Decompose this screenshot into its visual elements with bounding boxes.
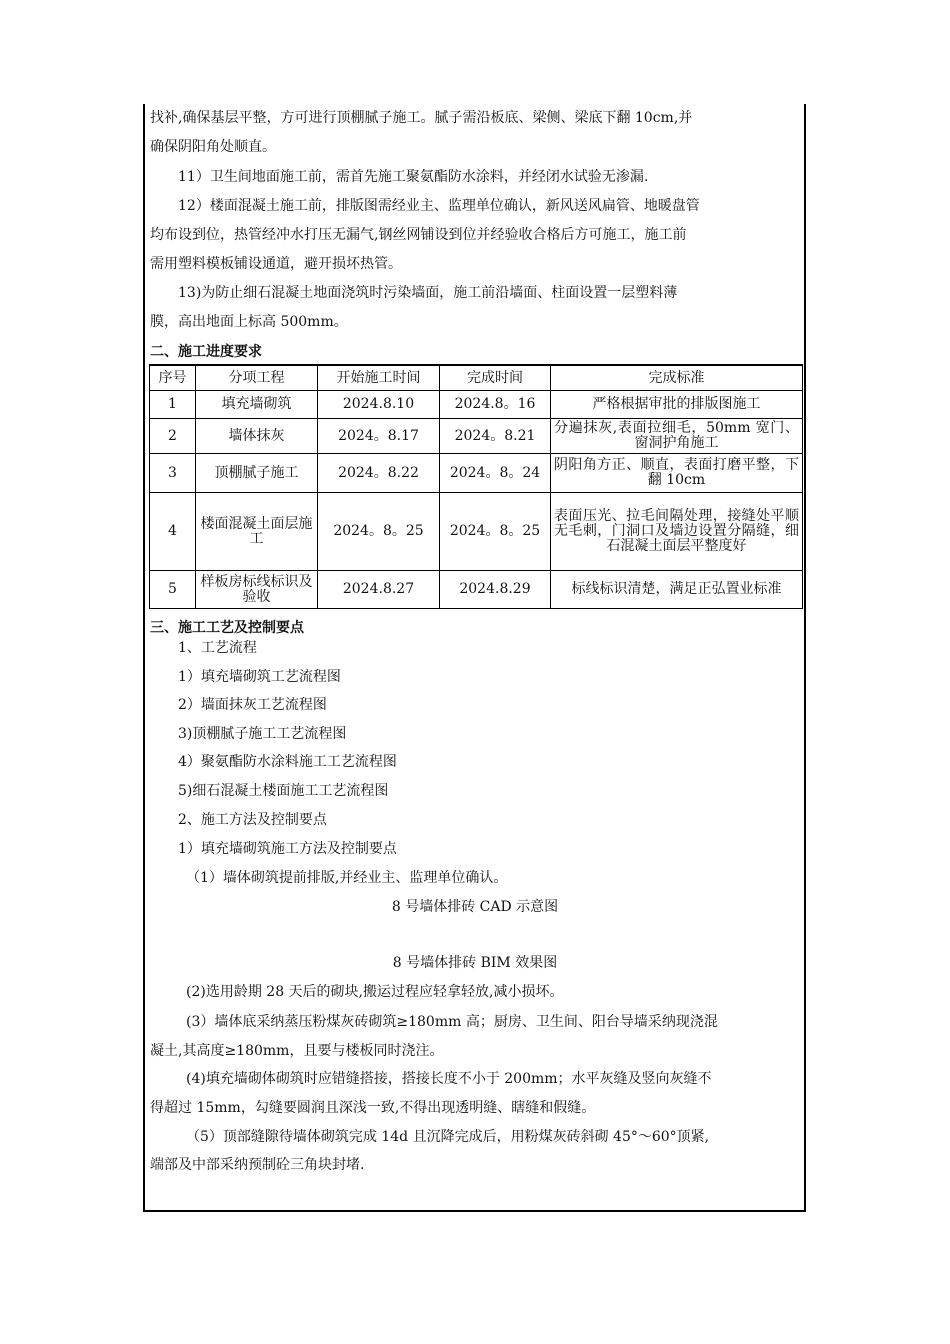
cell-start: 2024.8.27 [318,571,440,609]
table-row [150,391,803,419]
subheading-process-flow: 1、工艺流程 [178,640,257,656]
cell-standard: 严格根据审批的排版图施工 [551,391,803,419]
cell-standard: 标线标识清楚，满足正弘置业标准 [551,571,803,609]
cell-standard: 阴阳角方正、顺直，表面打磨平整，下翻 10cm [551,454,803,493]
item-12-line1: 12）楼面混凝土施工前，排版图需经业主、监理单位确认，新风送风扁管、地暖盘管 [178,198,700,214]
para-4-line1: (4)填充墙砌体砌筑时应错缝搭接，搭接长度不小于 200mm；水平灰缝及竖向灰缝不 [186,1071,712,1087]
cell-start: 2024。8。25 [318,493,440,571]
item-12-line2: 均布设到位，热管经冲水打压无漏气,钢丝网铺设到位并经验收合格后方可施工，施工前 [150,227,687,243]
para-line: 找补,确保基层平整，方可进行顶棚腻子施工。腻子需沿板底、梁侧、梁底下翻 10cm,并 [150,110,693,126]
para-3-line1: (3）墙体底采纳蒸压粉煤灰砖砌筑≥180mm 高；厨房、卫生间、阳台导墙采纳现浇混 [186,1014,718,1030]
cell-no: 2 [150,419,196,454]
table-header-row [150,365,803,391]
subheading-methods: 2、施工方法及控制要点 [178,812,327,828]
flow-item: 5)细石混凝土楼面施工工艺流程图 [178,783,389,799]
table-row [150,454,803,493]
table-row [150,419,803,454]
item-12-line3: 需用塑料模板铺设通道，避开损坏热管。 [150,256,402,272]
cell-item: 顶棚腻子施工 [196,454,318,493]
flow-item: 1）填充墙砌筑工艺流程图 [178,669,341,685]
figure-caption-bim: 8 号墙体排砖 BIM 效果图 [392,955,558,971]
para-line: 确保阴阳角处顺直。 [150,139,276,155]
cell-no: 4 [150,493,196,571]
para-5-line2: 端部及中部采纳预制砼三角块封堵. [150,1157,365,1173]
col-header-standard: 完成标准 [551,365,803,391]
cell-start: 2024。8.22 [318,454,440,493]
item-13-line2: 膜，高出地面上标高 500mm。 [150,314,348,330]
item-13-line1: 13)为防止细石混凝土地面浇筑时污染墙面，施工前沿墙面、柱面设置一层塑料薄 [178,285,678,301]
col-header-start: 开始施工时间 [318,365,440,391]
cell-standard: 表面压光、拉毛间隔处理，接缝处平顺无毛刺，门洞口及墙边设置分隔缝，细石混凝土面层平整度好 [551,493,803,571]
cell-end: 2024。8.21 [440,419,551,454]
section-2-heading: 二、施工进度要求 [150,344,262,360]
cell-end: 2024.8。16 [440,391,551,419]
cell-no: 5 [150,571,196,609]
col-header-item: 分项工程 [196,365,318,391]
para-4-line2: 得超过 15mm，勾缝要圆润且深浅一致,不得出现透明缝、瞎缝和假缝。 [150,1100,596,1116]
cell-item: 填充墙砌筑 [196,391,318,419]
item-11: 11）卫生间地面施工前，需首先施工聚氨酯防水涂料，并经闭水试验无渗漏. [178,169,649,185]
para-1: （1）墙体砌筑提前排版,并经业主、监理单位确认。 [186,870,508,886]
table-row [150,571,803,609]
cell-end: 2024.8.29 [440,571,551,609]
cell-no: 1 [150,391,196,419]
col-header-no: 序号 [150,365,196,391]
cell-item: 楼面混凝土面层施工 [196,493,318,571]
flow-item: 2）墙面抹灰工艺流程图 [178,697,327,713]
section-3-heading: 三、施工工艺及控制要点 [150,620,304,636]
figure-caption-cad: 8 号墙体排砖 CAD 示意图 [391,899,559,915]
cell-start: 2024.8.10 [318,391,440,419]
cell-standard: 分遍抹灰,表面拉细毛，50mm 宽门、窗洞护角施工 [551,419,803,454]
cell-item: 墙体抹灰 [196,419,318,454]
cell-end: 2024。8。24 [440,454,551,493]
col-header-end: 完成时间 [440,365,551,391]
table-row [150,493,803,571]
cell-end: 2024。8。25 [440,493,551,571]
cell-no: 3 [150,454,196,493]
cell-start: 2024。8.17 [318,419,440,454]
para-5-line1: （5）顶部缝隙待墙体砌筑完成 14d 且沉降完成后，用粉煤灰砖斜砌 45°～60°顶紧, [186,1129,710,1145]
flow-item: 4）聚氨酯防水涂料施工工艺流程图 [178,754,397,770]
method-heading: 1）填充墙砌筑施工方法及控制要点 [178,841,397,857]
cell-item: 样板房标线标识及验收 [196,571,318,609]
schedule-table [149,364,803,609]
flow-item: 3)顶棚腻子施工工艺流程图 [178,726,347,742]
para-2: (2)选用龄期 28 天后的砌块,搬运过程应轻拿轻放,减小损坏。 [186,984,564,1000]
para-3-line2: 凝土,其高度≥180mm，且要与楼板同时浇注。 [150,1043,444,1059]
